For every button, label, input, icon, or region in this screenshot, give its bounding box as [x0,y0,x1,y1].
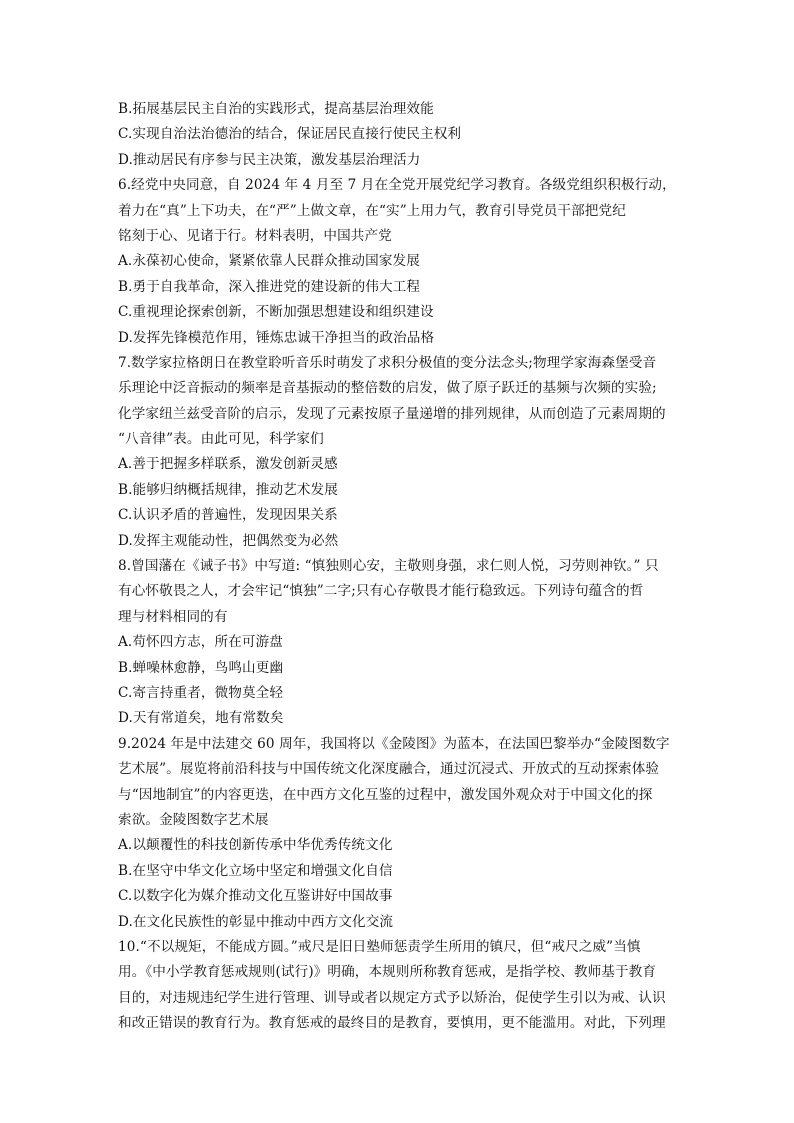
question-7-line-1: 7.数学家拉格朗日在教堂聆听音乐时萌发了求积分极值的变分法念头;物理学家海森堡受音 [118,354,657,371]
option-5b: B.拓展基层民主自治的实践形式，提高基层治理效能 [118,101,434,117]
option-6c: C.重视理论探索创新，不断加强思想建设和组织建设 [118,304,434,321]
question-9-line-4: 索欲。金陵图数字艺术展 [118,811,269,828]
option-8d: D.天有常道矣，地有常数矣 [118,710,284,727]
option-9b: B.在坚守中华文化立场中坚定和增强文化自信 [118,862,393,879]
option-8c: C.寄言持重者，微物莫全轻 [118,684,284,701]
option-8a: A.苟怀四方志，所在可游盘 [118,634,283,651]
option-5c: C.实现自治法治德治的结合，保证居民直接行使民主权利 [118,126,462,143]
option-9c: C.以数字化为媒介推动文化互鉴讲好中国故事 [118,888,393,905]
option-6a: A.永葆初心使命，紧紧依靠人民群众推动国家发展 [118,253,420,270]
question-6-line-1: 6.经党中央同意，自 2024 年 4 月至 7 月在全党开展党纪学习教育。各级党组织积极行动， [118,177,676,194]
question-10-line-2: 用。《中小学教育惩戒规则(试行)》明确，本规则所称教育惩戒，是指学校、教师基于教育 [118,964,657,981]
question-6-line-3: 铭刻于心、见诸于行。材料表明，中国共产党 [118,227,392,244]
option-9d: D.在文化民族性的彰显中推动中西方文化交流 [118,913,394,930]
question-7-line-3: 化学家纽兰兹受音阶的启示，发现了元素按原子量递增的排列规律，从而创造了元素周期的 [118,405,666,422]
question-9-line-2: 艺术展”。展览将前沿科技与中国传统文化深度融合，通过沉浸式、开放式的互动探索体验 [118,761,660,778]
option-7c: C.认识矛盾的普遍性，发现因果关系 [118,507,338,524]
option-8b: B.蝉噪林愈静，鸟鸣山更幽 [118,659,284,676]
option-6b: B.勇于自我革命，深入推进党的建设新的伟大工程 [118,278,421,295]
question-8-line-1: 8.曾国藩在《诫子书》中写道: “慎独则心安，主敬则身强，求仁则人悦，习劳则神钦。” 只 [118,558,659,575]
question-6-line-2: 着力在“真”上下功夫，在“严”上做文章，在“实”上用力气，教育引导党员干部把党纪 [118,202,626,219]
question-8-line-2: 有心怀敬畏之人，才会牢记“慎独”二字;只有心存敬畏才能行稳致远。下列诗句蕴含的哲 [118,583,644,600]
question-10-line-3: 目的，对违规违纪学生进行管理、训导或者以规定方式予以矫治，促使学生引以为戒、认识 [118,989,666,1006]
question-10-line-4: 和改正错误的教育行为。教育惩戒的最终目的是教育，要慎用，更不能滥用。对此，下列理 [118,1015,666,1032]
question-8-line-3: 理与材料相同的有 [118,608,228,625]
question-7-line-4: “八音律”表。由此可见，科学家们 [118,431,324,448]
option-7d: D.发挥主观能动性，把偶然变为必然 [118,532,339,549]
question-7-line-2: 乐理论中泛音振动的频率是音基振动的整倍数的启发，做了原子跃迁的基频与次频的实验; [118,380,657,397]
option-9a: A.以颠覆性的科技创新传承中华优秀传统文化 [118,837,393,854]
option-7a: A.善于把握多样联系，激发创新灵感 [118,456,338,473]
question-9-line-1: 9.2024 年是中法建交 60 周年，我国将以《金陵图》为蓝本，在法国巴黎举办“金陵图数字 [118,735,670,752]
exam-page-content [118,97,686,1036]
option-6d: D.发挥先锋模范作用，锤炼忠诚干净担当的政治品格 [118,329,435,346]
question-9-line-3: 与“因地制宜”的内容更迭，在中西方文化互鉴的过程中，激发国外观众对于中国文化的探 [118,786,653,803]
option-7b: B.能够归纳概括规律，推动艺术发展 [118,481,338,498]
option-5d: D.推动居民有序参与民主决策，激发基层治理活力 [118,151,421,168]
question-10-line-1: 10.“不以规矩，不能成方圆。”戒尺是旧日塾师惩责学生所用的镇尺，但“戒尺之威”当慎 [118,938,641,955]
